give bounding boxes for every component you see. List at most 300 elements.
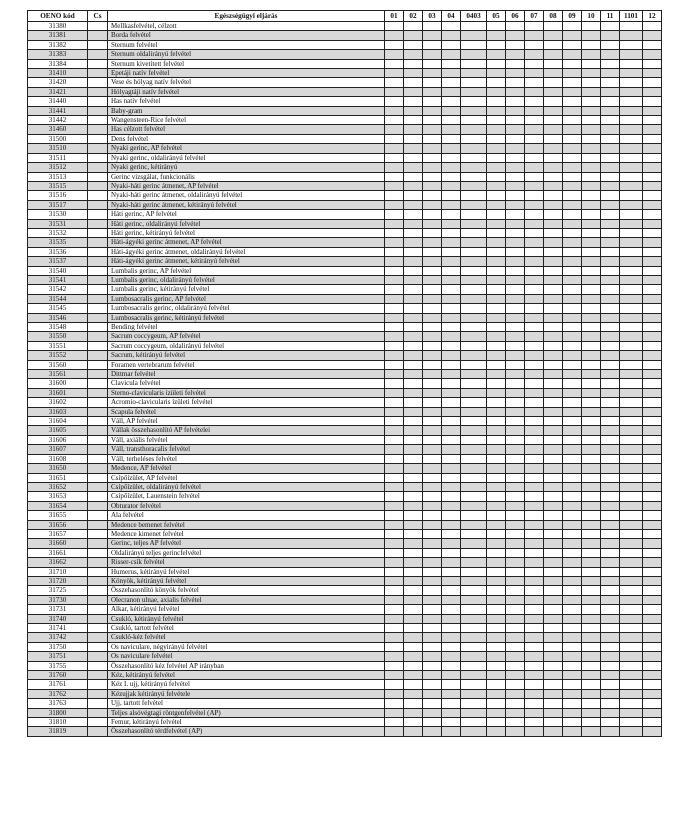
flag-cell <box>461 624 487 633</box>
flag-cell <box>563 586 582 595</box>
flag-cell <box>582 492 601 501</box>
flag-cell <box>544 210 563 219</box>
flag-cell <box>442 323 461 332</box>
flag-cell <box>487 191 506 200</box>
flag-cell <box>404 642 423 651</box>
flag-cell <box>525 642 544 651</box>
flag-cell <box>423 586 442 595</box>
flag-cell <box>601 228 620 237</box>
table-row <box>28 417 662 426</box>
cs-cell <box>88 445 108 454</box>
flag-cell <box>442 247 461 256</box>
flag-cell <box>582 417 601 426</box>
table-row <box>28 275 662 284</box>
table-row <box>28 689 662 698</box>
table-row <box>28 125 662 134</box>
flag-cell <box>582 200 601 209</box>
table-row <box>28 454 662 463</box>
flag-cell <box>423 294 442 303</box>
flag-cell <box>582 69 601 78</box>
flag-cell <box>525 238 544 247</box>
table-row <box>28 332 662 341</box>
flag-cell <box>582 699 601 708</box>
flag-cell <box>423 153 442 162</box>
cs-cell <box>88 191 108 200</box>
flag-cell <box>544 642 563 651</box>
flag-cell <box>544 172 563 181</box>
flag-cell <box>423 228 442 237</box>
flag-cell <box>563 548 582 557</box>
flag-cell <box>423 172 442 181</box>
flag-cell <box>423 200 442 209</box>
flag-cell <box>506 388 525 397</box>
table-row <box>28 219 662 228</box>
table-row <box>28 407 662 416</box>
flag-cell <box>643 191 662 200</box>
flag-cell <box>442 407 461 416</box>
flag-cell <box>385 97 404 106</box>
procedure-cell: Lumbalis gerinc, oldalirányú felvétel <box>108 275 385 284</box>
flag-cell <box>601 275 620 284</box>
procedure-cell: Mellkasfelvétel, célzott <box>108 22 385 31</box>
flag-cell <box>487 116 506 125</box>
flag-cell <box>404 144 423 153</box>
flag-cell <box>461 351 487 360</box>
flag-cell <box>563 360 582 369</box>
oeno-code-cell: 31441 <box>28 106 88 115</box>
flag-cell <box>601 238 620 247</box>
cs-cell <box>88 689 108 698</box>
flag-cell <box>487 407 506 416</box>
cs-cell <box>88 520 108 529</box>
flag-cell <box>601 398 620 407</box>
flag-cell <box>442 417 461 426</box>
oeno-code-cell: 31741 <box>28 624 88 633</box>
flag-cell <box>423 78 442 87</box>
flag-cell <box>487 379 506 388</box>
table-row <box>28 492 662 501</box>
flag-cell <box>582 501 601 510</box>
table-row <box>28 576 662 585</box>
flag-cell <box>404 304 423 313</box>
flag-cell <box>582 332 601 341</box>
procedure-cell: Vese és hólyag natív felvétel <box>108 78 385 87</box>
flag-cell <box>601 153 620 162</box>
flag-cell <box>487 323 506 332</box>
header-col-06: 06 <box>506 11 525 22</box>
flag-cell <box>620 238 643 247</box>
flag-cell <box>563 294 582 303</box>
flag-cell <box>423 125 442 134</box>
flag-cell <box>544 708 563 717</box>
flag-cell <box>404 520 423 529</box>
flag-cell <box>487 680 506 689</box>
oeno-code-cell: 31383 <box>28 50 88 59</box>
flag-cell <box>563 727 582 736</box>
oeno-code-cell: 31420 <box>28 78 88 87</box>
flag-cell <box>442 708 461 717</box>
flag-cell <box>601 379 620 388</box>
flag-cell <box>487 266 506 275</box>
flag-cell <box>385 586 404 595</box>
flag-cell <box>643 435 662 444</box>
flag-cell <box>525 163 544 172</box>
flag-cell <box>461 529 487 538</box>
procedure-cell: Obturator felvétel <box>108 501 385 510</box>
flag-cell <box>601 558 620 567</box>
flag-cell <box>385 567 404 576</box>
flag-cell <box>442 59 461 68</box>
flag-cell <box>423 567 442 576</box>
flag-cell <box>461 473 487 482</box>
flag-cell <box>544 69 563 78</box>
flag-cell <box>442 78 461 87</box>
flag-cell <box>506 238 525 247</box>
cs-cell <box>88 304 108 313</box>
flag-cell <box>385 445 404 454</box>
procedure-cell: Dittmar felvétel <box>108 370 385 379</box>
flag-cell <box>487 501 506 510</box>
flag-cell <box>506 163 525 172</box>
flag-cell <box>620 360 643 369</box>
flag-cell <box>544 576 563 585</box>
flag-cell <box>423 398 442 407</box>
flag-cell <box>487 351 506 360</box>
flag-cell <box>423 22 442 31</box>
flag-cell <box>404 87 423 96</box>
flag-cell <box>423 520 442 529</box>
flag-cell <box>385 529 404 538</box>
flag-cell <box>506 172 525 181</box>
header-col-0403: 0403 <box>461 11 487 22</box>
document-page <box>27 10 657 737</box>
flag-cell <box>643 473 662 482</box>
oeno-code-cell: 31601 <box>28 388 88 397</box>
flag-cell <box>643 153 662 162</box>
table-row <box>28 106 662 115</box>
flag-cell <box>487 699 506 708</box>
flag-cell <box>601 22 620 31</box>
flag-cell <box>506 69 525 78</box>
flag-cell <box>442 304 461 313</box>
oeno-code-cell: 31510 <box>28 144 88 153</box>
flag-cell <box>525 370 544 379</box>
flag-cell <box>525 417 544 426</box>
flag-cell <box>582 435 601 444</box>
flag-cell <box>404 435 423 444</box>
oeno-code-cell: 31810 <box>28 718 88 727</box>
flag-cell <box>544 511 563 520</box>
flag-cell <box>487 388 506 397</box>
flag-cell <box>582 520 601 529</box>
flag-cell <box>487 642 506 651</box>
flag-cell <box>544 22 563 31</box>
flag-cell <box>487 40 506 49</box>
flag-cell <box>404 69 423 78</box>
flag-cell <box>620 40 643 49</box>
flag-cell <box>643 97 662 106</box>
procedure-cell: Femur, kétirányú felvétel <box>108 718 385 727</box>
flag-cell <box>582 407 601 416</box>
flag-cell <box>461 323 487 332</box>
flag-cell <box>525 153 544 162</box>
procedure-cell: Lumbalis gerinc, AP felvétel <box>108 266 385 275</box>
oeno-code-cell: 31603 <box>28 407 88 416</box>
flag-cell <box>582 482 601 491</box>
flag-cell <box>582 163 601 172</box>
flag-cell <box>563 520 582 529</box>
flag-cell <box>582 31 601 40</box>
flag-cell <box>461 671 487 680</box>
procedure-cell: Csípőízület, AP felvétel <box>108 473 385 482</box>
flag-cell <box>582 680 601 689</box>
flag-cell <box>544 313 563 322</box>
flag-cell <box>423 210 442 219</box>
flag-cell <box>423 407 442 416</box>
flag-cell <box>620 445 643 454</box>
flag-cell <box>582 144 601 153</box>
flag-cell <box>544 87 563 96</box>
flag-cell <box>487 134 506 143</box>
flag-cell <box>525 69 544 78</box>
table-row <box>28 718 662 727</box>
flag-cell <box>525 247 544 256</box>
flag-cell <box>582 153 601 162</box>
procedure-cell: Háti-ágyéki gerinc átmenet, kétirányú felvétel <box>108 257 385 266</box>
flag-cell <box>385 125 404 134</box>
flag-cell <box>487 360 506 369</box>
flag-cell <box>563 576 582 585</box>
flag-cell <box>601 181 620 190</box>
flag-cell <box>643 482 662 491</box>
flag-cell <box>487 257 506 266</box>
flag-cell <box>506 153 525 162</box>
cs-cell <box>88 548 108 557</box>
flag-cell <box>461 144 487 153</box>
cs-cell <box>88 708 108 717</box>
flag-cell <box>404 464 423 473</box>
table-row <box>28 144 662 153</box>
cs-cell <box>88 398 108 407</box>
flag-cell <box>404 172 423 181</box>
flag-cell <box>404 323 423 332</box>
flag-cell <box>601 680 620 689</box>
header-col-04: 04 <box>442 11 461 22</box>
flag-cell <box>544 520 563 529</box>
flag-cell <box>506 529 525 538</box>
flag-cell <box>582 445 601 454</box>
flag-cell <box>404 576 423 585</box>
flag-cell <box>423 257 442 266</box>
flag-cell <box>487 605 506 614</box>
flag-cell <box>525 671 544 680</box>
flag-cell <box>442 445 461 454</box>
oeno-code-cell: 31661 <box>28 548 88 557</box>
procedure-cell: Csukló-kéz felvétel <box>108 633 385 642</box>
flag-cell <box>487 454 506 463</box>
table-row <box>28 388 662 397</box>
flag-cell <box>404 106 423 115</box>
flag-cell <box>385 708 404 717</box>
flag-cell <box>582 191 601 200</box>
flag-cell <box>385 116 404 125</box>
flag-cell <box>563 153 582 162</box>
table-row <box>28 605 662 614</box>
flag-cell <box>487 652 506 661</box>
flag-cell <box>620 247 643 256</box>
flag-cell <box>385 181 404 190</box>
flag-cell <box>643 341 662 350</box>
flag-cell <box>620 501 643 510</box>
flag-cell <box>487 426 506 435</box>
oeno-code-cell: 31750 <box>28 642 88 651</box>
flag-cell <box>525 464 544 473</box>
procedure-cell: Gerinc vizsgálat, funkcionális <box>108 172 385 181</box>
flag-cell <box>442 50 461 59</box>
flag-cell <box>582 473 601 482</box>
table-row <box>28 97 662 106</box>
procedure-cell: Váll, transthoracalis felvétel <box>108 445 385 454</box>
flag-cell <box>404 219 423 228</box>
flag-cell <box>385 417 404 426</box>
flag-cell <box>404 360 423 369</box>
flag-cell <box>582 304 601 313</box>
flag-cell <box>423 501 442 510</box>
flag-cell <box>544 266 563 275</box>
flag-cell <box>385 671 404 680</box>
flag-cell <box>525 548 544 557</box>
flag-cell <box>620 417 643 426</box>
flag-cell <box>525 144 544 153</box>
flag-cell <box>506 445 525 454</box>
flag-cell <box>506 718 525 727</box>
flag-cell <box>601 144 620 153</box>
flag-cell <box>404 200 423 209</box>
flag-cell <box>563 671 582 680</box>
flag-cell <box>643 40 662 49</box>
flag-cell <box>525 529 544 538</box>
flag-cell <box>643 445 662 454</box>
flag-cell <box>601 426 620 435</box>
table-row <box>28 699 662 708</box>
flag-cell <box>582 125 601 134</box>
flag-cell <box>461 313 487 322</box>
flag-cell <box>620 426 643 435</box>
header-col-03: 03 <box>423 11 442 22</box>
cs-cell <box>88 614 108 623</box>
flag-cell <box>461 219 487 228</box>
flag-cell <box>506 59 525 68</box>
oeno-code-cell: 31660 <box>28 539 88 548</box>
flag-cell <box>620 633 643 642</box>
flag-cell <box>442 210 461 219</box>
flag-cell <box>506 426 525 435</box>
table-row <box>28 313 662 322</box>
flag-cell <box>525 435 544 444</box>
flag-cell <box>525 511 544 520</box>
flag-cell <box>461 87 487 96</box>
flag-cell <box>525 426 544 435</box>
flag-cell <box>385 689 404 698</box>
flag-cell <box>620 661 643 670</box>
oeno-code-cell: 31382 <box>28 40 88 49</box>
flag-cell <box>643 22 662 31</box>
flag-cell <box>582 59 601 68</box>
flag-cell <box>487 275 506 284</box>
flag-cell <box>620 341 643 350</box>
flag-cell <box>620 181 643 190</box>
flag-cell <box>563 539 582 548</box>
flag-cell <box>461 40 487 49</box>
flag-cell <box>643 125 662 134</box>
flag-cell <box>620 680 643 689</box>
table-row <box>28 247 662 256</box>
flag-cell <box>385 247 404 256</box>
flag-cell <box>461 407 487 416</box>
flag-cell <box>544 379 563 388</box>
flag-cell <box>544 144 563 153</box>
oeno-code-cell: 31656 <box>28 520 88 529</box>
table-row <box>28 341 662 350</box>
flag-cell <box>487 294 506 303</box>
flag-cell <box>563 454 582 463</box>
flag-cell <box>601 370 620 379</box>
header-col-05: 05 <box>487 11 506 22</box>
flag-cell <box>442 313 461 322</box>
flag-cell <box>601 266 620 275</box>
flag-cell <box>544 238 563 247</box>
cs-cell <box>88 87 108 96</box>
flag-cell <box>620 172 643 181</box>
flag-cell <box>582 275 601 284</box>
oeno-code-cell: 31513 <box>28 172 88 181</box>
flag-cell <box>385 473 404 482</box>
flag-cell <box>601 125 620 134</box>
flag-cell <box>506 40 525 49</box>
flag-cell <box>620 595 643 604</box>
flag-cell <box>404 595 423 604</box>
flag-cell <box>525 520 544 529</box>
flag-cell <box>423 304 442 313</box>
flag-cell <box>601 661 620 670</box>
flag-cell <box>601 191 620 200</box>
flag-cell <box>563 238 582 247</box>
flag-cell <box>385 323 404 332</box>
flag-cell <box>544 257 563 266</box>
flag-cell <box>643 59 662 68</box>
flag-cell <box>620 266 643 275</box>
flag-cell <box>487 595 506 604</box>
flag-cell <box>643 614 662 623</box>
flag-cell <box>404 228 423 237</box>
flag-cell <box>620 22 643 31</box>
flag-cell <box>385 341 404 350</box>
flag-cell <box>582 576 601 585</box>
flag-cell <box>385 87 404 96</box>
cs-cell <box>88 492 108 501</box>
oeno-code-cell: 31560 <box>28 360 88 369</box>
flag-cell <box>620 200 643 209</box>
flag-cell <box>487 624 506 633</box>
flag-cell <box>506 228 525 237</box>
flag-cell <box>404 473 423 482</box>
flag-cell <box>620 210 643 219</box>
flag-cell <box>544 153 563 162</box>
flag-cell <box>620 106 643 115</box>
flag-cell <box>643 275 662 284</box>
flag-cell <box>423 370 442 379</box>
flag-cell <box>525 454 544 463</box>
